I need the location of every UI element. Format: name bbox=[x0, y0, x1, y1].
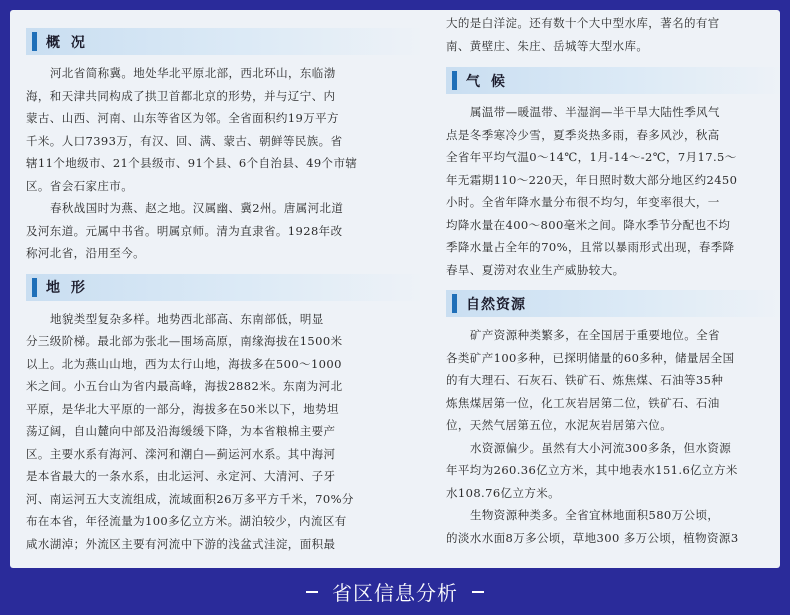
heading-accent-bar bbox=[452, 294, 457, 313]
text-line: 矿产资源种类繁多，在全国居于重要地位。全省 bbox=[470, 328, 720, 342]
heading-accent-bar bbox=[32, 32, 37, 51]
section-heading-climate bbox=[446, 67, 780, 94]
text-line: 均降水量在400～800毫米之间。降水季节分配也不均 bbox=[446, 217, 731, 232]
section-heading-terrain bbox=[26, 274, 426, 301]
text-line: 的淡水水面8万多公顷，草地300 多万公顷，植物资源3 bbox=[446, 530, 739, 545]
text-line: 点是冬季寒冷少雪，夏季炎热多雨，春多风沙，秋高 bbox=[446, 127, 720, 142]
text-line: 年无霜期110～220天，年日照时数大部分地区约2450 bbox=[446, 172, 738, 187]
section-title: 气 候 bbox=[466, 73, 508, 90]
right-column bbox=[446, 12, 780, 549]
text-line: 年平均为260.36亿立方米，其中地表水151.6亿立方米 bbox=[446, 463, 738, 477]
footer-dash-left bbox=[306, 591, 318, 593]
text-line: 春秋战国时为燕、赵之地。汉属幽、冀2州。唐属河北道 bbox=[50, 201, 344, 215]
text-line: 炼焦煤居第一位，化工灰岩居第二位，铁矿石、石油 bbox=[446, 395, 720, 410]
text-line: 水108.76亿立方米。 bbox=[446, 485, 561, 500]
text-line: 分三级阶梯。最北部为张北—围场高原，南缘海拔在1500米 bbox=[26, 334, 343, 348]
terrain-continuation bbox=[446, 12, 780, 57]
text-line: 位，天然气居第五位，水泥灰岩居第六位。 bbox=[446, 418, 673, 432]
text-line: 河、南运河五大支流组成，流域面积26万多平方千米，70%分 bbox=[26, 491, 354, 506]
left-column bbox=[26, 28, 426, 555]
text-line: 地貌类型复杂多样。地势西北部高、东南部低，明显 bbox=[50, 311, 324, 326]
atlas-page bbox=[10, 10, 780, 568]
text-line: 的有大理石、石灰石、铁矿石、炼焦煤、石油等35种 bbox=[446, 373, 724, 387]
footer-banner bbox=[0, 568, 790, 615]
footer-dash-right bbox=[472, 591, 484, 593]
section-heading-overview bbox=[26, 28, 426, 55]
text-line: 海，和天津共同构成了拱卫首都北京的形势，并与辽宁、内 bbox=[26, 88, 336, 103]
text-line: 荡辽阔，自山麓向中部及沿海缓缓下降，为本省粮棉主要产 bbox=[26, 424, 336, 438]
section-title: 概 况 bbox=[46, 34, 88, 51]
text-line: 辖11个地级市、21个县级市、91个县、6个自治县、49个市辖 bbox=[26, 156, 358, 170]
text-line: 春旱、夏涝对农业生产威胁较大。 bbox=[446, 262, 625, 277]
water-resources-paragraph bbox=[446, 437, 780, 505]
text-line: 平原，是华北大平原的一部分，海拔多在50米以下，地势坦 bbox=[26, 401, 339, 416]
text-line: 小时。全省年降水量分布很不均匀，年变率很大，一 bbox=[446, 195, 720, 209]
terrain-paragraph bbox=[26, 308, 426, 556]
text-line: 水资源偏少。虽然有大小河流300多条，但水资源 bbox=[470, 440, 732, 455]
text-line: 千米。人口7393万，有汉、回、满、蒙古、朝鲜等民族。省 bbox=[26, 133, 343, 148]
text-line: 以上。北为燕山山地，西为太行山地，海拔多在500～1000 bbox=[26, 356, 342, 371]
heading-accent-bar bbox=[32, 278, 37, 297]
text-line: 及河东道。元属中书省。明属京师。清为直隶省。1928年改 bbox=[26, 223, 343, 238]
section-heading-resources bbox=[446, 290, 780, 317]
text-line: 区。主要水系有海河、滦河和潮白—蓟运河水系。其中海河 bbox=[26, 446, 336, 461]
overview-paragraph-2 bbox=[26, 197, 426, 265]
text-line: 布在本省，年径流量为100多亿立方米。湖泊较少，内流区有 bbox=[26, 514, 347, 528]
text-line: 全省年平均气温0～14℃，1月-14～-2℃，7月17.5～ bbox=[446, 150, 737, 164]
text-line: 区。省会石家庄市。 bbox=[26, 178, 134, 193]
text-line: 称河北省，沿用至今。 bbox=[26, 246, 145, 260]
text-line: 蒙古、山西、河南、山东等省区为邻。全省面积约19万平方 bbox=[26, 111, 339, 125]
text-line: 属温带—暖温带、半湿润—半干旱大陆性季风气 bbox=[470, 105, 720, 119]
biological-resources-paragraph bbox=[446, 504, 780, 549]
text-line: 河北省简称冀。地处华北平原北部，西北环山，东临渤 bbox=[50, 66, 336, 80]
text-line: 咸水湖淖；外流区主要有河流中下游的浅盆式洼淀，面积最 bbox=[26, 536, 336, 551]
mineral-resources-paragraph bbox=[446, 324, 780, 437]
text-line: 大的是白洋淀。还有数十个大中型水库，著名的有官 bbox=[446, 16, 720, 30]
heading-accent-bar bbox=[452, 71, 457, 90]
text-line: 南、黄壁庄、朱庄、岳城等大型水库。 bbox=[446, 38, 649, 53]
text-line: 季降水量占全年的70%，且常以暴雨形式出现，春季降 bbox=[446, 240, 735, 254]
text-line: 米之间。小五台山为省内最高峰，海拔2882米。东南为河北 bbox=[26, 379, 343, 393]
text-line: 是本省最大的一条水系，由北运河、永定河、大清河、子牙 bbox=[26, 469, 336, 483]
footer-title: 省区信息分析 bbox=[332, 581, 458, 605]
section-title: 地 形 bbox=[46, 280, 88, 296]
text-line: 生物资源种类多。全省宜林地面积580万公顷， bbox=[470, 508, 720, 522]
climate-paragraph bbox=[446, 101, 780, 281]
text-line: 各类矿产100多种，已探明储量的60多种，储量居全国 bbox=[446, 350, 735, 365]
section-title: 自然资源 bbox=[466, 296, 526, 313]
overview-paragraph-1 bbox=[26, 62, 426, 197]
